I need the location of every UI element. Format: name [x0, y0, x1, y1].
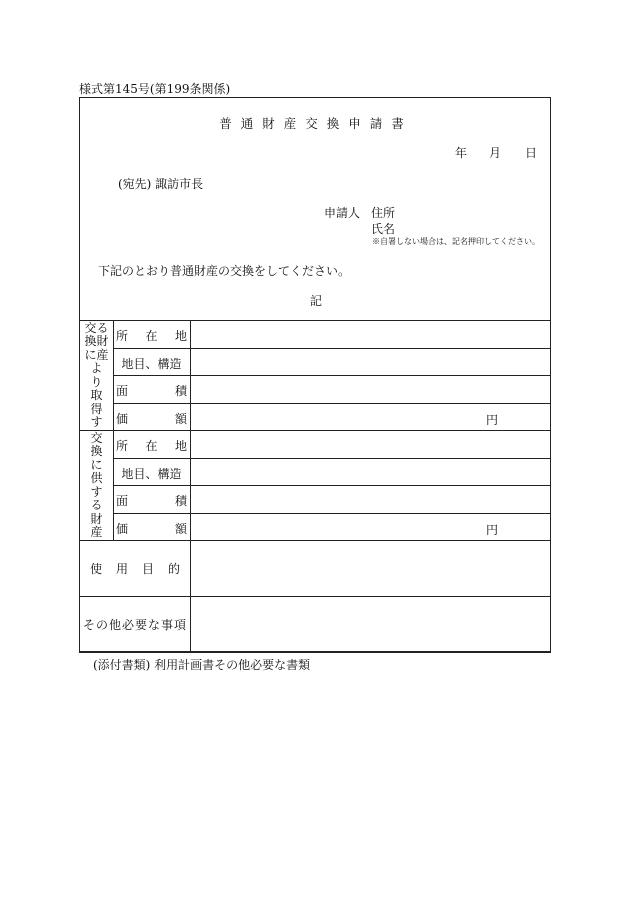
date-month: 月 [489, 146, 502, 160]
acquired-price-field[interactable] [191, 403, 551, 431]
acquired-landtype-field[interactable] [191, 348, 551, 376]
offered-property-header: 交 換 に 供 す る 財 産 [80, 431, 114, 541]
offered-landtype-label: 地目、構造 [114, 458, 191, 486]
property-table [79, 320, 551, 653]
acquired-location-field[interactable] [191, 321, 551, 349]
acquired-price-label: 価 額 [114, 403, 191, 431]
form-number-label: 様式第145号(第199条関係) [79, 82, 231, 96]
ki-heading: 記 [309, 294, 322, 308]
offered-landtype-field[interactable] [191, 458, 551, 486]
offered-price-label: 価 額 [114, 513, 191, 541]
request-text: 下記のとおり普通財産の交換をしてください。 [98, 264, 351, 278]
application-form [79, 97, 551, 652]
acquired-area-field[interactable] [191, 376, 551, 404]
acquired-location-label: 所 在 地 [114, 321, 191, 349]
yen-unit: 円 [485, 412, 498, 427]
offered-location-label: 所 在 地 [114, 431, 191, 459]
addressee: (宛先) 諏訪市長 [118, 177, 204, 191]
yen-unit: 円 [485, 522, 498, 537]
acquired-area-label: 面 積 [114, 376, 191, 404]
document-title: 普通財産交換申請書 [219, 116, 413, 131]
offered-price-field[interactable] [191, 513, 551, 541]
purpose-label: 使 用 目 的 [80, 541, 191, 597]
applicant-name-label: 氏名 [371, 222, 396, 236]
offered-area-label: 面 積 [114, 486, 191, 514]
signature-note: ※自署しない場合は、記名押印してください。 [372, 237, 540, 246]
applicant-label: 申請人 [324, 206, 361, 220]
acquired-landtype-label: 地目、構造 [114, 348, 191, 376]
offered-area-field[interactable] [191, 486, 551, 514]
offered-location-field[interactable] [191, 431, 551, 459]
purpose-field[interactable] [191, 541, 551, 597]
other-matters-label: その他必要な事項 [80, 597, 191, 653]
date-day: 日 [525, 146, 538, 160]
acquired-property-header: 交る 換財 に産 よ り 取 得 す [80, 321, 114, 431]
other-matters-field[interactable] [191, 597, 551, 653]
date-year: 年 [455, 146, 468, 160]
applicant-address-label: 住所 [371, 206, 396, 220]
attachments-note: (添付書類) 利用計画書その他必要な書類 [93, 658, 311, 672]
